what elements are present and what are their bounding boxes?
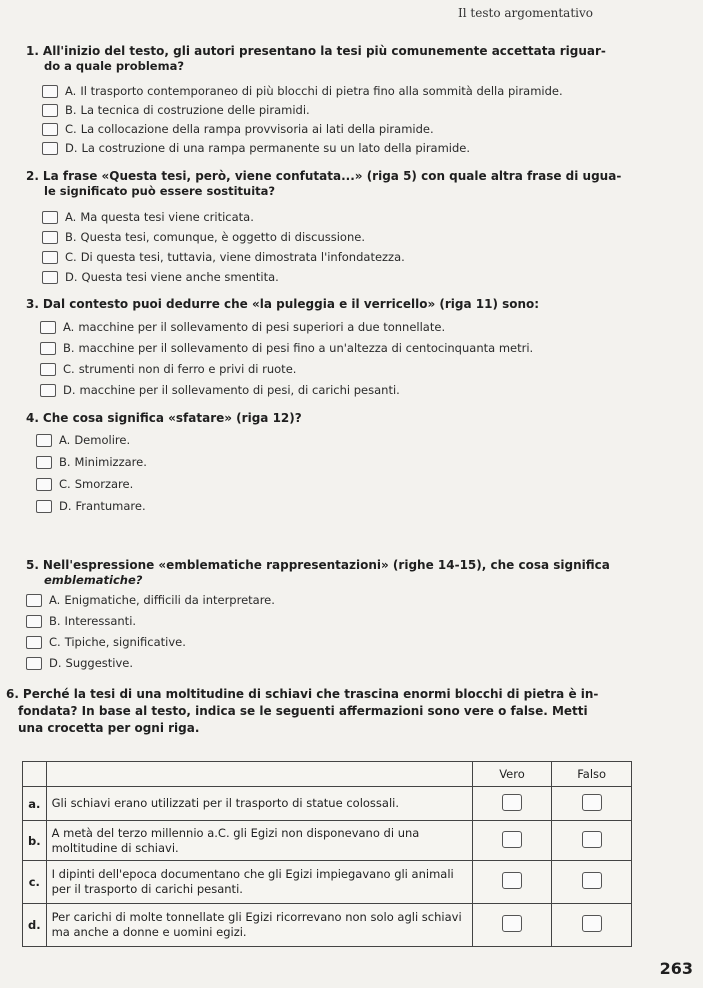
question-text: Nell'espressione «emblematiche rappresentazioni» (righe 14-15), che cosa significa: [42, 558, 610, 572]
option-3a[interactable]: A. macchine per il sollevamento di pesi superiori a due tonnellate.: [40, 320, 445, 334]
checkbox[interactable]: [42, 231, 58, 244]
checkbox[interactable]: [40, 363, 56, 376]
option-5b[interactable]: B. Interessanti.: [26, 614, 136, 628]
checkbox[interactable]: [40, 342, 56, 355]
checkbox[interactable]: [36, 478, 52, 491]
false-checkbox[interactable]: [582, 872, 602, 889]
question-text-cont: fondata? In base al testo, indica se le seguenti affermazioni sono vere o false. Metti: [18, 704, 588, 718]
checkbox[interactable]: [40, 321, 56, 334]
table-row: d. Per carichi di molte tonnellate gli Egizi ricorrevano non solo agli schiavi ma anche a donne e uomini egizi.: [23, 904, 632, 947]
true-checkbox[interactable]: [502, 831, 522, 848]
question-number: 3.: [26, 297, 39, 311]
false-checkbox[interactable]: [582, 794, 602, 811]
question-number: 4.: [26, 411, 39, 425]
checkbox[interactable]: [26, 636, 42, 649]
checkbox[interactable]: [42, 142, 58, 155]
question-3: [26, 297, 676, 312]
question-4: [26, 411, 676, 426]
true-checkbox[interactable]: [502, 915, 522, 932]
false-checkbox[interactable]: [582, 831, 602, 848]
option-5c[interactable]: C. Tipiche, significative.: [26, 635, 186, 649]
option-1a[interactable]: A. Il trasporto contemporaneo di più blocchi di pietra fino alla sommità della piramide.: [42, 84, 563, 98]
checkbox[interactable]: [26, 657, 42, 670]
question-2: [26, 169, 676, 199]
option-5d[interactable]: D. Suggestive.: [26, 656, 133, 670]
option-3d[interactable]: D. macchine per il sollevamento di pesi, di carichi pesanti.: [40, 383, 400, 397]
checkbox[interactable]: [42, 123, 58, 136]
checkbox[interactable]: [42, 251, 58, 264]
question-number: 1.: [26, 44, 39, 58]
running-header: Il testo argomentativo: [458, 6, 593, 20]
option-3c[interactable]: C. strumenti non di ferro e privi di ruote.: [40, 362, 296, 376]
question-text: Dal contesto puoi dedurre che «la puleggia e il verricello» (riga 11) sono:: [42, 297, 540, 311]
question-number: 6.: [6, 687, 19, 701]
checkbox[interactable]: [36, 500, 52, 513]
option-3b[interactable]: B. macchine per il sollevamento di pesi fino a un'altezza di centocinquanta metri.: [40, 341, 533, 355]
true-false-table: [22, 761, 632, 947]
option-2d[interactable]: D. Questa tesi viene anche smentita.: [42, 270, 279, 284]
checkbox[interactable]: [40, 384, 56, 397]
option-1b[interactable]: B. La tecnica di costruzione delle piramidi.: [42, 103, 310, 117]
checkbox[interactable]: [42, 104, 58, 117]
question-text-cont: emblematiche?: [44, 573, 143, 587]
question-text-cont: do a quale problema?: [44, 59, 185, 73]
question-text-cont: le significato può essere sostituita?: [44, 184, 276, 198]
option-4d[interactable]: D. Frantumare.: [36, 499, 146, 513]
false-checkbox[interactable]: [582, 915, 602, 932]
option-5a[interactable]: A. Enigmatiche, difficili da interpretare.: [26, 593, 275, 607]
question-number: 2.: [26, 169, 39, 183]
question-5: [26, 558, 676, 588]
checkbox[interactable]: [26, 615, 42, 628]
checkbox[interactable]: [26, 594, 42, 607]
true-checkbox[interactable]: [502, 794, 522, 811]
option-4a[interactable]: A. Demolire.: [36, 433, 130, 447]
question-text: All'inizio del testo, gli autori presentano la tesi più comunemente accettata riguar-: [42, 44, 606, 58]
question-text-cont2: una crocetta per ogni riga.: [18, 721, 200, 735]
option-4b[interactable]: B. Minimizzare.: [36, 455, 147, 469]
checkbox[interactable]: [42, 211, 58, 224]
question-text: La frase «Questa tesi, però, viene confutata...» (riga 5) con quale altra frase di ugua-: [42, 169, 622, 183]
column-false-header: Falso: [552, 762, 632, 787]
question-6: [6, 686, 686, 737]
question-1: [26, 44, 676, 74]
true-checkbox[interactable]: [502, 872, 522, 889]
table-row: a. Gli schiavi erano utilizzati per il trasporto di statue colossali.: [23, 787, 632, 821]
table-row: c. I dipinti dell'epoca documentano che gli Egizi impiegavano gli animali per il trasporto di carichi pesanti.: [23, 861, 632, 904]
table-header-row: [23, 762, 632, 787]
table-row: b. A metà del terzo millennio a.C. gli Egizi non disponevano di una moltitudine di schiavi.: [23, 821, 632, 861]
question-number: 5.: [26, 558, 39, 572]
checkbox[interactable]: [36, 434, 52, 447]
checkbox[interactable]: [42, 271, 58, 284]
question-text: Perché la tesi di una moltitudine di schiavi che trascina enormi blocchi di pietra è in-: [22, 687, 599, 701]
option-2c[interactable]: C. Di questa tesi, tuttavia, viene dimostrata l'infondatezza.: [42, 250, 405, 264]
option-4c[interactable]: C. Smorzare.: [36, 477, 133, 491]
checkbox[interactable]: [42, 85, 58, 98]
question-text: Che cosa significa «sfatare» (riga 12)?: [42, 411, 302, 425]
column-true-header: Vero: [472, 762, 552, 787]
page-number: 263: [659, 959, 693, 978]
option-1c[interactable]: C. La collocazione della rampa provvisoria ai lati della piramide.: [42, 122, 434, 136]
option-2b[interactable]: B. Questa tesi, comunque, è oggetto di discussione.: [42, 230, 365, 244]
option-1d[interactable]: D. La costruzione di una rampa permanente su un lato della piramide.: [42, 141, 470, 155]
checkbox[interactable]: [36, 456, 52, 469]
option-2a[interactable]: A. Ma questa tesi viene criticata.: [42, 210, 254, 224]
